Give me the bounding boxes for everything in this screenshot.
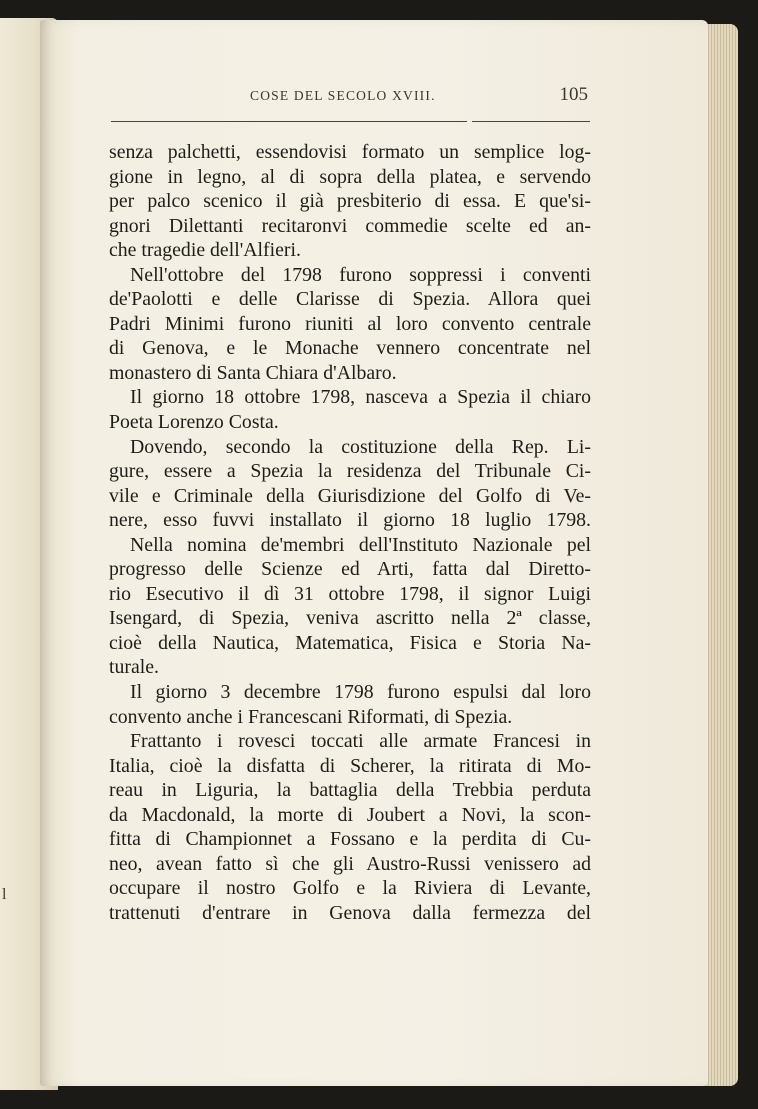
text-line: Italia, cioè la disfatta di Scherer, la ritirata di Mo- [109,754,591,777]
text-line: Dovendo, secondo la costituzione della Rep. Li- [130,435,591,458]
text-line: progresso delle Scienze ed Arti, fatta dal Diretto- [109,558,591,581]
running-head: COSE DEL SECOLO XVIII. [250,88,436,103]
text-line: monastero di Santa Chiara d'Albaro. [109,361,397,384]
text-line: gnori Dilettanti recitaronvi commedie scelte ed an- [109,214,591,237]
text-line: rio Esecutivo il dì 31 ottobre 1798, il signor Luigi [109,582,591,605]
text-line: Frattanto i rovesci toccati alle armate Francesi in [130,730,591,753]
body-text [109,140,591,926]
text-line: senza palchetti, essendovisi formato un semplice log- [109,141,591,163]
text-line: Il giorno 18 ottobre 1798, nasceva a Spezia il chiaro [130,386,591,409]
text-line: trattenuti d'entrare in Genova dalla fermezza del [109,901,591,924]
text-line: de'Paolotti e delle Clarisse di Spezia. Allora quei [109,288,591,311]
text-line: Padri Minimi furono riuniti al loro convento centrale [109,312,591,335]
text-line: neo, avean fatto sì che gli Austro-Russi venissero ad [109,852,591,875]
text-line: reau in Liguria, la battaglia della Trebbia perduta [109,779,591,802]
text-line: gure, essere a Spezia la residenza del Tribunale Ci- [109,460,591,483]
text-line: turale. [109,656,159,679]
page-header [110,84,590,107]
text-line: di Genova, e le Monache vennero concentrate nel [109,337,591,360]
facing-page-letter: l [2,886,7,903]
text-line: gione in legno, al di sopra della platea, e servendo [109,165,591,188]
text-line: da Macdonald, la morte di Joubert a Novi, la scon- [109,803,591,826]
text-line: convento anche i Francescani Riformati, di Spezia. [109,705,513,728]
text-line: fitta di Championnet a Fossano e la perdita di Cu- [109,828,591,851]
header-rule [111,121,467,122]
text-line: per palco scenico il già presbiterio di essa. E que'si- [109,190,591,213]
text-line: Poeta Lorenzo Costa. [109,411,279,434]
text-line: cioè della Nautica, Matematica, Fisica e Storia Na- [109,631,591,654]
text-line: nere, esso fuvvi installato il giorno 18 luglio 1798. [109,509,591,532]
text-line: vile e Criminale della Giurisdizione del Golfo di Ve- [109,484,591,507]
text-line: occupare il nostro Golfo e la Riviera di Levante, [109,877,591,900]
page-number: 105 [559,84,588,105]
text-line: Nell'ottobre del 1798 furono soppressi i conventi [130,263,591,286]
text-line: Il giorno 3 decembre 1798 furono espulsi dal loro [130,681,591,704]
text-line: Isengard, di Spezia, veniva ascritto nella 2ª classe, [109,607,591,630]
header-rule [472,121,590,122]
text-line: che tragedie dell'Alfieri. [109,239,301,262]
text-line: Nella nomina de'membri dell'Instituto Nazionale pel [130,533,591,556]
